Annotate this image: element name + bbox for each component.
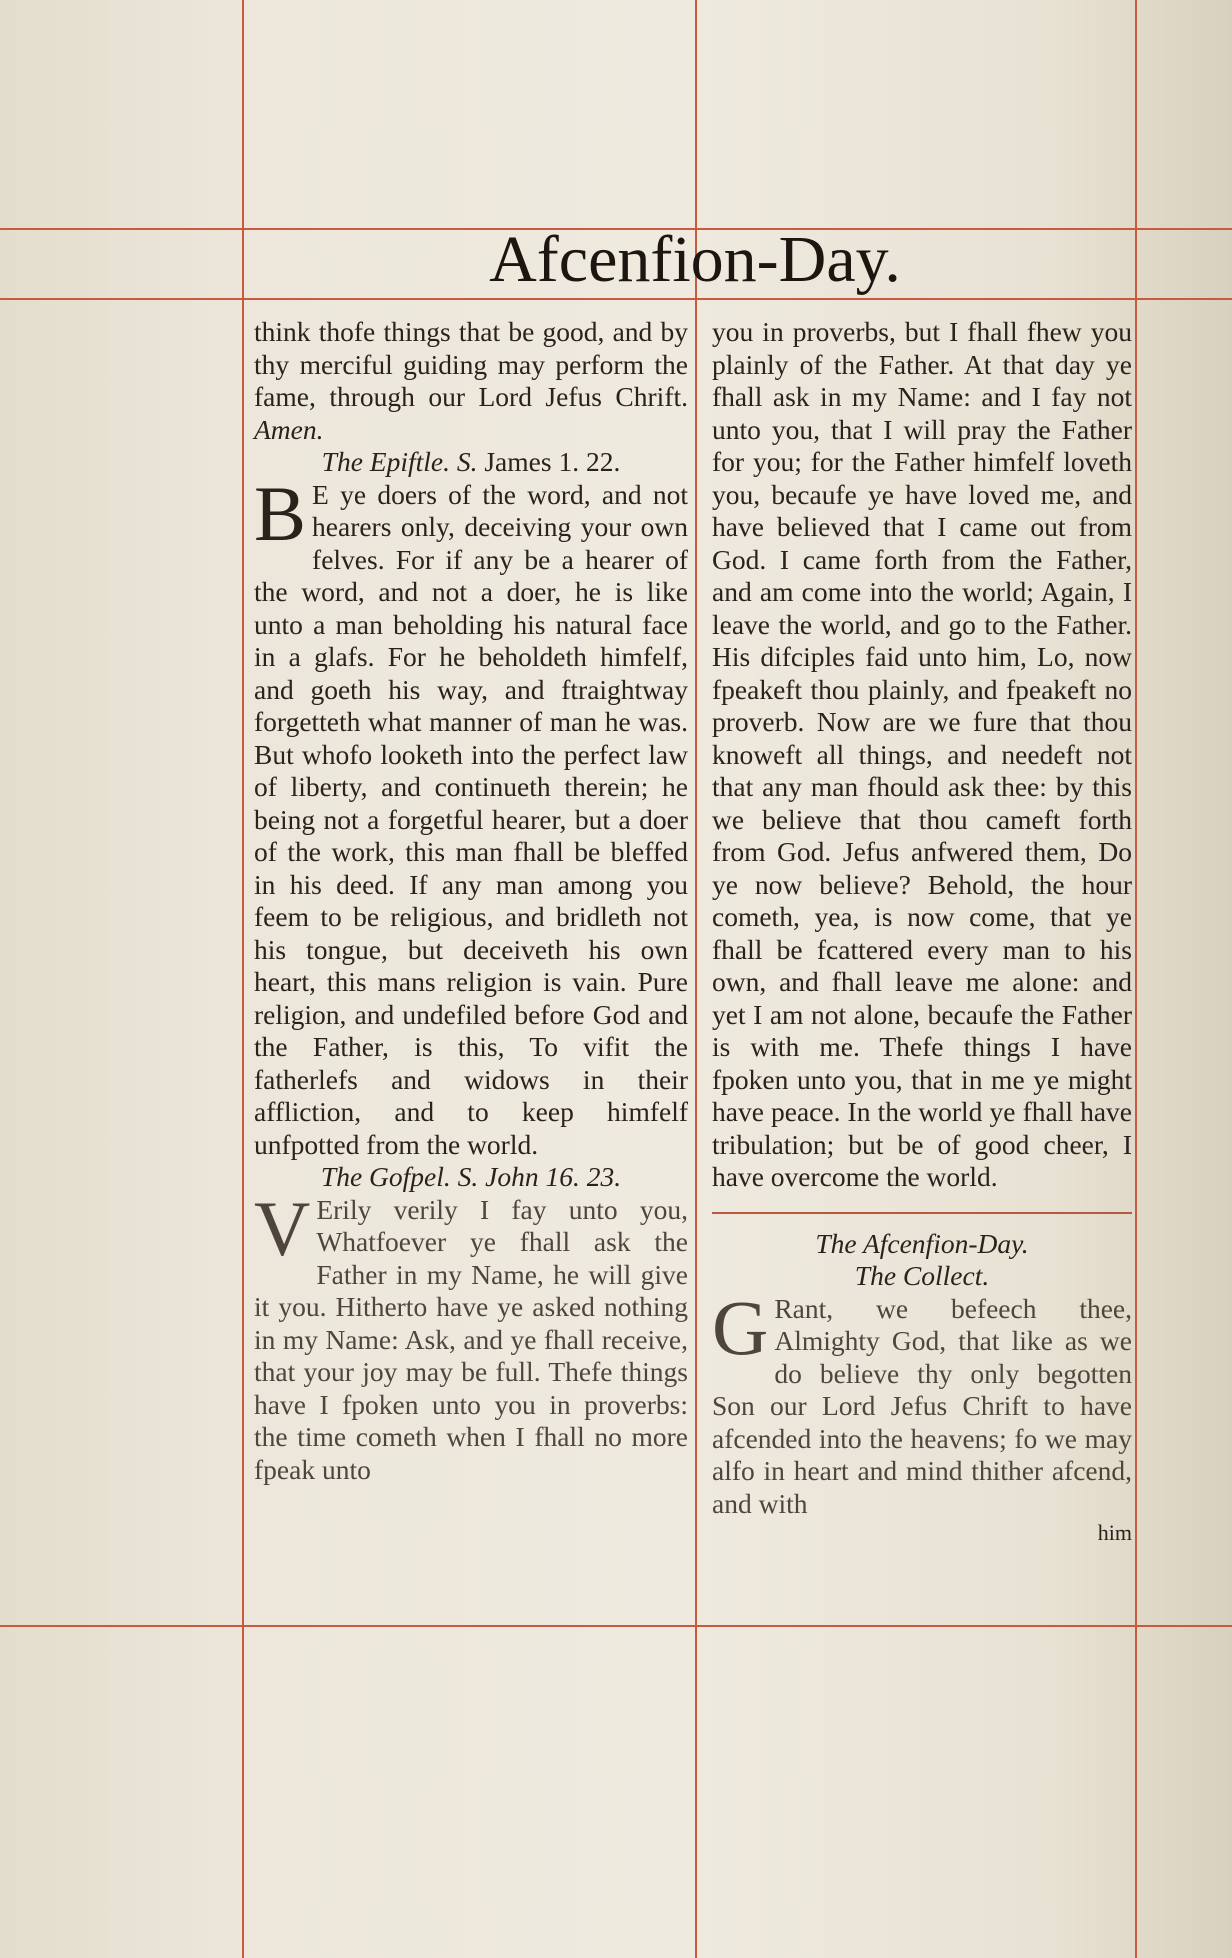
collect-drop-cap: G	[712, 1283, 769, 1371]
amen: Amen.	[254, 413, 324, 445]
page-title: Afcenfion-Day.	[489, 223, 901, 296]
gospel-continuation: you in proverbs, but I fhall fhew you plainly of the Father. At that day ye fhall ask in my Name: and I fay not unto you, that I will pray the Father for you; for the Father himfelf loveth you, becaufe ye have loved me, and have believed that I came out from God. I came forth from the Father, and am come into the world; Again, I leave the world, and go to the Father. His difciples faid unto him, Lo, now fpeakeft thou plainly, and fpeakeft no proverb. Now are we fure that thou knoweft all things, and needeft not that any man fhould ask thee: by this we believe that thou cameft forth from God. Jefus anfwered them, Do ye now believe? Behold, the hour cometh, yea, is now come, that ye fhall be fcattered every man to his own, and fhall leave me alone: and yet I am not alone, becaufe the Father is with me. Thefe things I have fpoken unto you, that in me ye might have peace. In the world ye fhall have tribulation; but be of good cheer, I have overcome the world.	[712, 316, 1132, 1192]
right-column	[712, 316, 1132, 1546]
collect-ending	[254, 316, 688, 446]
collect-body: Rant, we befeech thee, Almighty God, that like as we do believe thy only begotten Son our Lord Jefus Chrift to have afcended into the heavens; fo we may alfo in heart and mind thither afcend, and with	[712, 1292, 1132, 1519]
epistle-label: The Epiftle.	[321, 446, 450, 477]
epistle-drop-cap: B	[254, 469, 307, 557]
gospel-body: Erily verily I fay unto you, Whatfoever ye fhall ask the Father in my Name, he will give it you. Hitherto have ye asked nothing in my Name: Ask, and ye fhall receive, that your joy may be full. Thefe things have I fpoken unto you in proverbs: the time cometh when I fhall no more fpeak unto	[254, 1193, 688, 1485]
rule-bottom	[0, 1625, 1232, 1627]
collect-title: The Afcenfion-Day.	[815, 1227, 1029, 1259]
collect-ending-text: think thofe things that be good, and by thy merciful guiding may perform the fame, through our Lord Jefus Chrift.	[254, 316, 688, 412]
section-divider	[712, 1212, 1132, 1214]
epistle-text	[254, 469, 688, 1162]
collect-text	[712, 1283, 1132, 1521]
rule-title-bottom	[0, 298, 1232, 300]
epistle-body: E ye doers of the word, and not hearers only, deceiving your own felves. For if any be a hearer of the word, and not a doer, he is like unto a man beholding his natural face in a glafs. For he beholdeth himfelf, and goeth his way, and ftraightway forgetteth what manner of man he was. But whofo looketh into the perfect law of liberty, and continueth therein; he being not a forgetful hearer, but a doer of the work, this man fhall be bleffed in his deed. If any man among you feem to be religious, and bridleth not his tongue, but deceiveth his own heart, this mans religion is vain. Pure religion, and undefiled before God and the Father, is this, To vifit the fatherlefs and widows in their affliction, and to keep himfelf unfpotted from the world.	[254, 478, 688, 1160]
epistle-heading	[254, 446, 688, 479]
collect-label: The Collect.	[854, 1260, 990, 1291]
epistle-reference: James 1. 22.	[484, 446, 621, 477]
catchword: him	[1097, 1520, 1132, 1545]
gospel-drop-cap: V	[254, 1184, 311, 1272]
epistle-ref-s: S.	[456, 446, 478, 477]
rule-left-margin	[242, 0, 244, 1958]
gospel-text	[254, 1184, 688, 1487]
gospel-heading: The Gofpel. S. John 16. 23.	[320, 1161, 622, 1192]
left-column	[254, 316, 688, 1486]
